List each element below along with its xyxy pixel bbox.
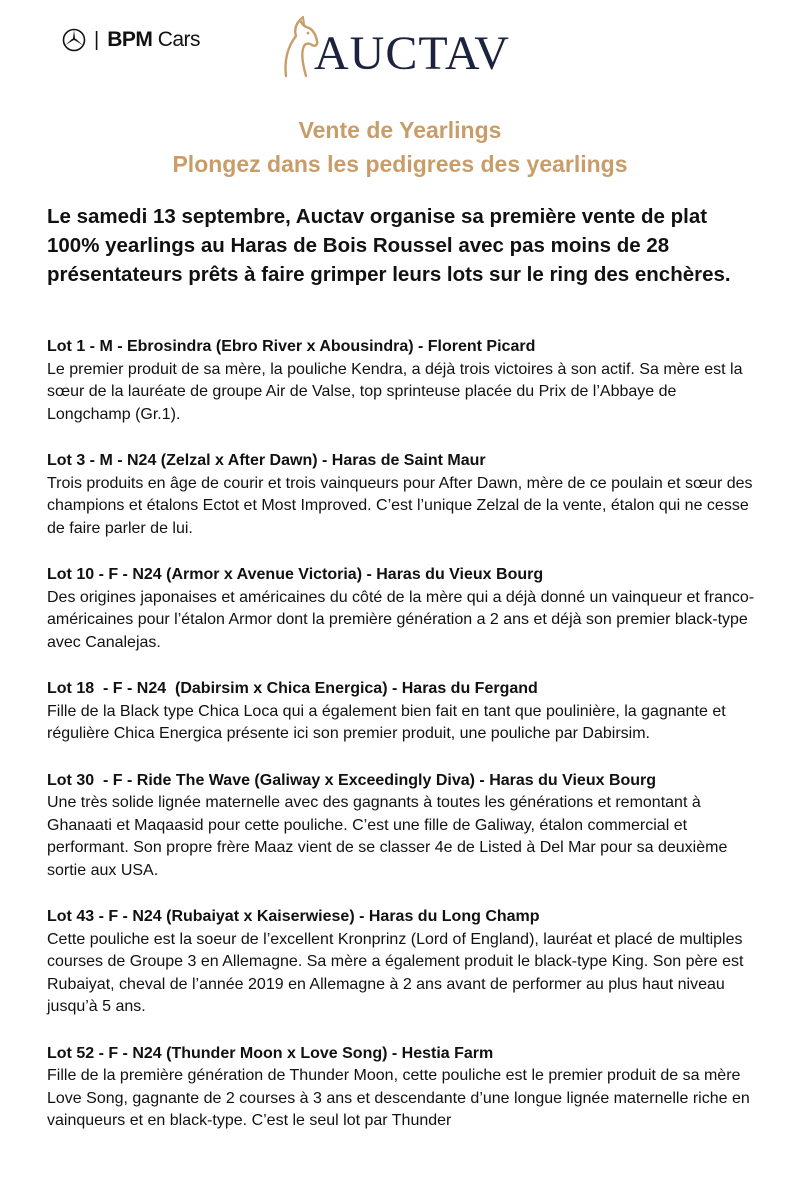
sponsor-brand: BPM [107,28,153,51]
lot-description: Une très solide lignée maternelle avec des gagnants à toutes les générations et remontant à Ghanaati et Maqaasid pour cette pouliche. C’est une fille de Galiway, étalon commercial et performant. Son propre frère Maaz vient de se classer 4e de Listed à Del Mar pour sa deuxième sortie aux USA. [47,794,728,879]
title-line-1: Vente de Yearlings [298,117,502,143]
lot-item [47,906,757,1019]
lot-title: Lot 43 - F - N24 (Rubaiyat x Kaiserwiese) - Haras du Long Champ [47,908,540,925]
lot-title: Lot 30 - F - Ride The Wave (Galiway x Exceedingly Diva) - Haras du Vieux Bourg [47,771,657,789]
lot-item [47,1043,757,1133]
sponsor-name [107,28,200,52]
lot-item [47,678,757,746]
auctav-logo [278,10,510,80]
sponsor-logo [62,28,200,52]
lot-title: Lot 1 - M - Ebrosindra (Ebro River x Abousindra) - Florent Picard [47,338,536,355]
lot-item [47,450,757,540]
sponsor-suffix: Cars [152,28,201,51]
lot-description: Cette pouliche est la soeur de l’excellent Kronprinz (Lord of England), lauréat et placé de multiples courses de Groupe 3 en Allemagne. Sa mère a également produit le black-type King. Son père est Rubaiyat, cheval de l’année 2019 en Allemagne à 2 ans avant de performer au plus haut niveau jusqu’à 5 ans. [47,930,744,1015]
lots-list [47,336,757,1157]
title-line-2: Plongez dans les pedigrees des yearlings [172,151,628,177]
header [0,0,800,90]
intro-paragraph: Le samedi 13 septembre, Auctav organise sa première vente de plat 100% yearlings au Haras de Bois Roussel avec pas moins de 28 présentateurs prêts à faire grimper leurs lots sur le ring des enchères. [47,205,731,286]
lot-description: Fille de la Black type Chica Loca qui a également bien fait en tant que poulinière, la gagnante et régulière Chica Energica présente ici son premier produit, une pouliche par Dabirsim. [47,702,726,742]
mercedes-star-icon [62,28,86,52]
lot-description: Le premier produit de sa mère, la pouliche Kendra, a déjà trois victoires à son actif. Sa mère est la sœur de la lauréate de groupe Air de Valse, top sprinteuse placée du Prix de l’Abbaye de Longchamp (Gr.1). [47,360,743,423]
sponsor-separator: | [94,29,100,51]
lot-title: Lot 52 - F - N24 (Thunder Moon x Love Song) - Hestia Farm [47,1044,494,1062]
lot-item [47,336,757,426]
lot-description: Des origines japonaises et américaines du côté de la mère qui a déjà donné un vainqueur et franco-américaines pour l’étalon Armor dont la première génération a 2 ans et déjà son premier black-type avec Canalejas. [47,588,755,651]
lot-title: Lot 3 - M - N24 (Zelzal x After Dawn) - Haras de Saint Maur [47,452,486,469]
lot-item [47,770,757,883]
lot-description: Trois produits en âge de courir et trois vainqueurs pour After Dawn, mère de ce poulain et sœur des champions et étalons Ectot et Most Improved. C’est l’unique Zelzal de la vente, étalon qui ne cesse de faire parler de lui. [47,474,753,537]
brand-wordmark: AUCTAV [314,27,510,80]
lot-title: Lot 10 - F - N24 (Armor x Avenue Victoria) - Haras du Vieux Bourg [47,566,544,583]
page-title [0,113,800,181]
lot-title: Lot 18 - F - N24 (Dabirsim x Chica Energica) - Haras du Fergand [47,680,538,697]
lot-item [47,564,757,654]
lot-description: Fille de la première génération de Thunder Moon, cette pouliche est le premier produit de sa mère Love Song, gagnante de 2 courses à 3 ans et descendante d’une longue lignée maternelle riche en vainqueurs et en black-type. C’est le seul lot par Thunder [47,1067,750,1129]
